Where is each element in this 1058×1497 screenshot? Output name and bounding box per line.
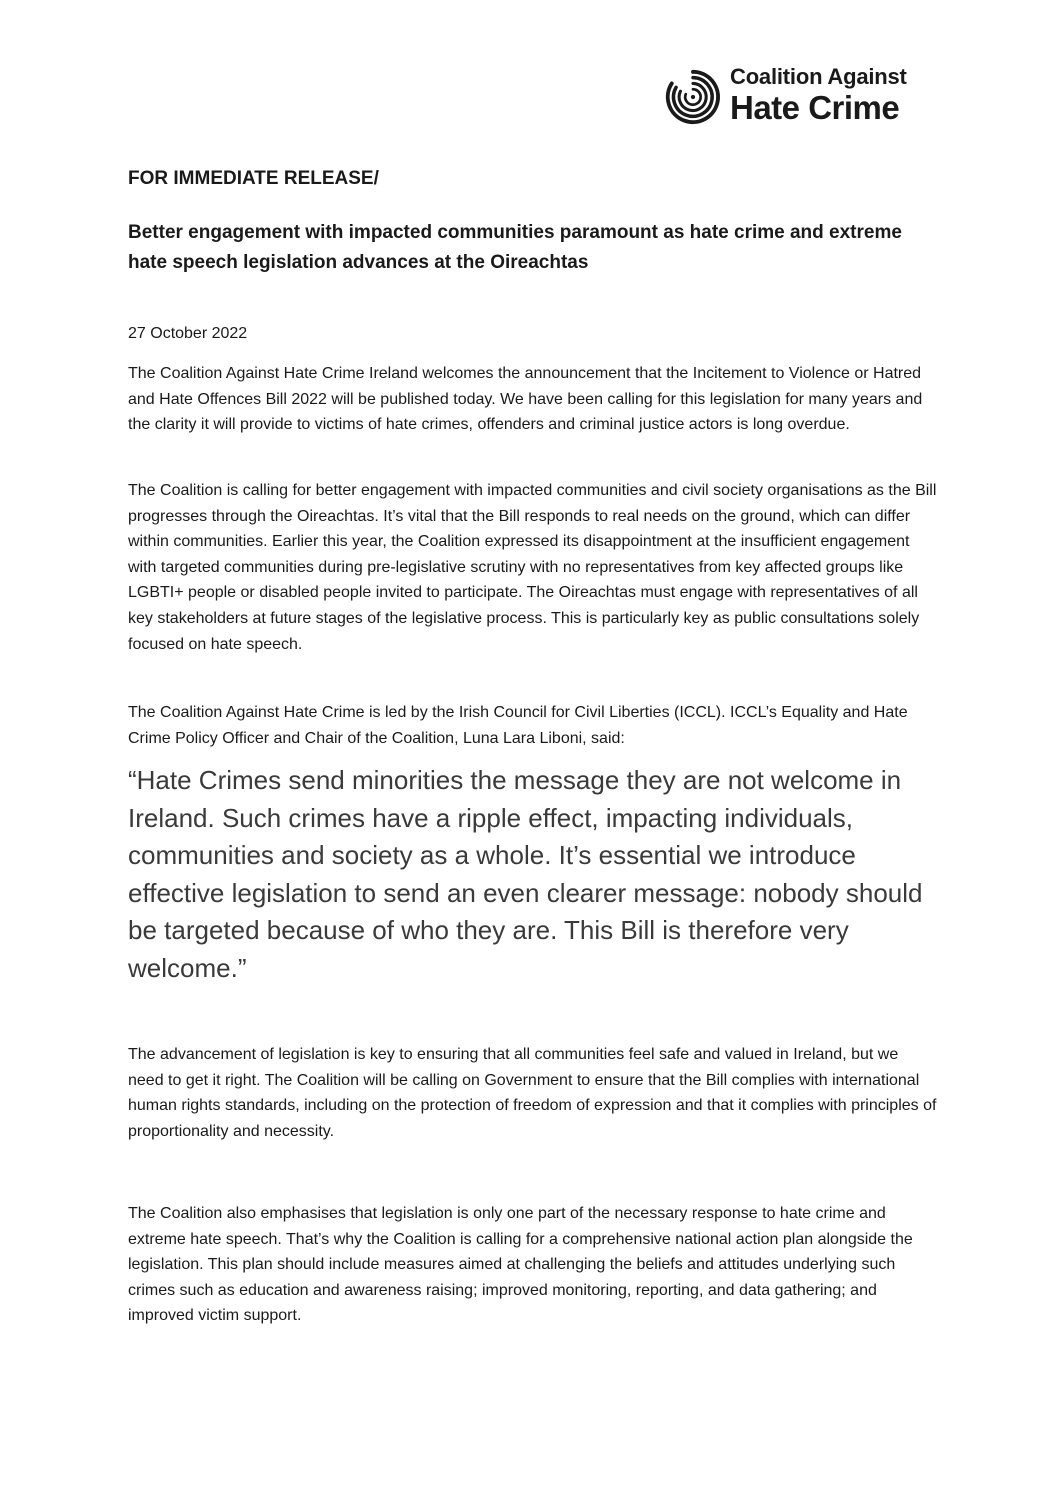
paragraph-5: The Coalition also emphasises that legislation is only one part of the necessary response to hate crime and extreme hate speech. That’s why the Coalition is calling for a comprehensive national action plan alongside the legislation. This plan should include measures aimed at challenging the beliefs and attitudes underlying such crimes such as education and awareness raising; improved monitoring, reporting, and data gathering; and improved victim support. (128, 1205, 913, 1325)
paragraph-4: The advancement of legislation is key to ensuring that all communities feel safe and valued in Ireland, but we need to get it right. The Coalition will be calling on Government to ensure that the Bill complies with international human rights standards, including on the protection of freedom of expression and that it complies with principles of proportionality and necessity. (128, 1046, 937, 1140)
logo-wordmark (730, 64, 907, 126)
paragraph-1: The Coalition Against Hate Crime Ireland welcomes the announcement that the Incitement to Violence or Hatred and Hate Offences Bill 2022 will be published today. We have been calling for this legislation for many years and the clarity it will provide to victims of hate crimes, offenders and criminal justice actors is long overdue. (128, 365, 923, 434)
pull-quote: “Hate Crimes send minorities the message they are not welcome in Ireland. Such crimes have a ripple effect, impacting individuals, communities and society as a whole. It’s essential we introduce effective legislation to send an even clearer message: nobody should be targeted because of who they are. This Bill is therefore very welcome.” (128, 765, 923, 983)
logo-line-1: Coalition Against (730, 64, 907, 89)
logo-line-2: Hate Crime (730, 89, 900, 126)
paragraph-3: The Coalition Against Hate Crime is led by the Irish Council for Civil Liberties (ICCL). ICCL’s Equality and Hate Crime Policy Officer and Chair of the Coalition, Luna Lara Liboni, said: (128, 704, 908, 747)
coalition-logo (664, 64, 939, 134)
release-label: FOR IMMEDIATE RELEASE/ (128, 168, 379, 189)
ripple-logo-icon (664, 68, 722, 126)
headline: Better engagement with impacted communities paramount as hate crime and extreme hate speech legislation advances at the Oireachtas (128, 222, 902, 273)
release-date: 27 October 2022 (128, 325, 248, 342)
paragraph-2: The Coalition is calling for better engagement with impacted communities and civil society organisations as the Bill progresses through the Oireachtas. It’s vital that the Bill responds to real needs on the ground, which can differ within communities. Earlier this year, the Coalition expressed its disappointment at the insufficient engagement with targeted communities during pre-legislative scrutiny with no representatives from key affected groups like LGBTI+ people or disabled people invited to participate. The Oireachtas must engage with representatives of all key stakeholders at future stages of the legislative process. This is particularly key as public consultations solely focused on hate speech. (128, 482, 937, 653)
